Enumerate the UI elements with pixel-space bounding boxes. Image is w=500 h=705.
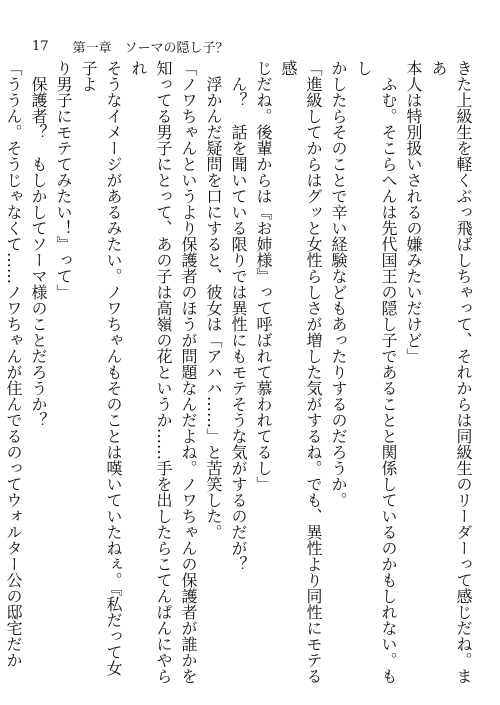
text-line: 浮かんだ疑問を口にすると、彼女は「アハハ……」と苦笑した。 — [204, 60, 223, 540]
text-line: 本人は特別扱いされるの嫌みたいだけど」 — [404, 60, 423, 364]
text-line: じだね。後輩からは『お姉様』って呼ばれて慕われてるし」 — [254, 60, 273, 492]
text-line: 「ノワちゃんというより保護者のほうが問題なんだよね。ノワちゃんの保護者が誰かを — [179, 60, 198, 684]
text-line: そうなイメージがあるみたい。ノワちゃんもそのことは嘆いていたねぇ。『私だって女子よ — [79, 60, 123, 676]
text-line: ん？ 話を聞いている限りでは異性にもモテそうな気がするのだが？ — [229, 60, 248, 572]
text-line: 保護者？ もしかしてソーマ様のことだろうか？ — [29, 60, 48, 428]
chapter-title: 第一章 ソーマの隠し子？ — [72, 40, 229, 56]
text-line: 知ってる男子にとって、あの子は高嶺の花というか……手を出したらこてんぱんにやられ — [129, 60, 173, 684]
running-header — [32, 36, 229, 56]
text-line: かしたらそのことで辛い経験などもあったりするのだろうか。 — [329, 60, 348, 508]
text-line: り男子にモテてみたい！』って」 — [54, 60, 73, 300]
text-line: きた上級生を軽くぶっ飛ばしちゃって、それからは同級生のリーダーって感じだね。まあ — [429, 60, 473, 684]
text-line: 「進級してからはグッと女性らしさが増した気がするね。でも、異性より同性にモテる感 — [279, 60, 323, 684]
page-number: 17 — [32, 38, 49, 54]
text-line: 「ううん。そうじゃなくて……ノワちゃんが住んでるのってウォルター公の邸宅だか — [4, 60, 23, 668]
text-line: ふむ。そこらへんは先代国王の隠し子であることと関係しているのかもしれない。もし — [354, 60, 398, 684]
body-text — [4, 60, 476, 690]
